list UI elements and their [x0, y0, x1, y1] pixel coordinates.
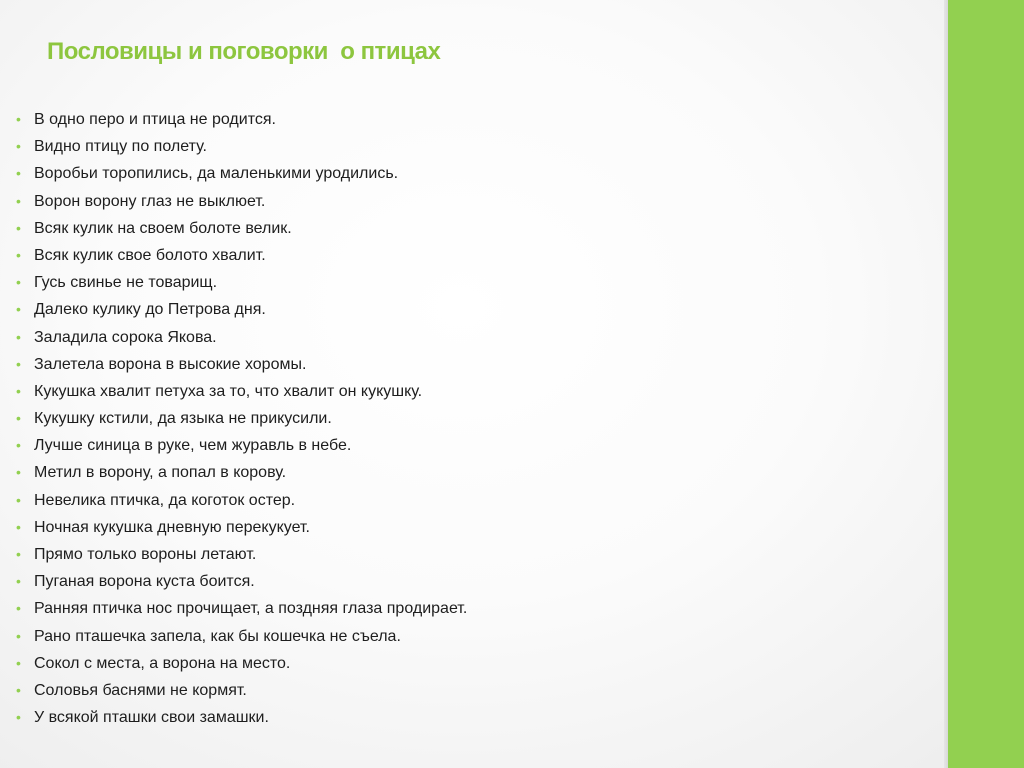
proverb-text: Лучше синица в руке, чем журавль в небе. [34, 437, 352, 455]
list-item [16, 677, 467, 704]
bullet-icon: • [16, 355, 21, 372]
proverb-text: Ночная кукушка дневную перекукует. [34, 518, 310, 536]
proverb-text: Всяк кулик на своем болоте велик. [34, 219, 292, 237]
list-item [16, 514, 467, 541]
bullet-icon: • [16, 274, 21, 291]
bullet-icon: • [16, 709, 21, 726]
proverb-text: Пуганая ворона куста боится. [34, 573, 255, 591]
bullet-icon: • [16, 573, 21, 590]
list-item [16, 378, 467, 405]
slide-title: Пословицы и поговорки о птицах [47, 38, 441, 65]
list-item [16, 160, 467, 187]
proverb-text: Соловья баснями не кормят. [34, 681, 247, 699]
list-item [16, 568, 467, 595]
bullet-icon: • [16, 437, 21, 454]
bullet-icon: • [16, 491, 21, 508]
list-item [16, 487, 467, 514]
list-item [16, 269, 467, 296]
proverb-text: У всякой пташки свои замашки. [34, 709, 269, 727]
bullet-icon: • [16, 138, 21, 155]
proverb-text: Кукушку кстили, да языка не прикусили. [34, 410, 332, 428]
proverb-list [16, 106, 467, 731]
list-item [16, 595, 467, 622]
list-item [16, 351, 467, 378]
bullet-icon: • [16, 546, 21, 562]
proverb-text: В одно перо и птица не родится. [34, 111, 276, 128]
bullet-icon: • [16, 219, 21, 236]
proverb-text: Воробьи торопились, да маленькими уродились. [34, 165, 399, 183]
list-item [16, 650, 467, 677]
proverb-text: Далеко кулику до Петрова дня. [34, 301, 266, 319]
proverb-text: Заладила сорока Якова. [34, 328, 217, 346]
proverb-text: Прямо только вороны летают. [34, 546, 257, 563]
bullet-icon: • [16, 600, 21, 617]
bullet-icon: • [16, 518, 21, 535]
list-item [16, 324, 467, 351]
list-item [16, 459, 467, 486]
proverb-text: Сокол с места, а ворона на место. [34, 654, 291, 672]
bullet-icon: • [16, 654, 21, 671]
bullet-icon: • [16, 328, 21, 345]
proverb-text: Кукушка хвалит петуха за то, что хвалит он кукушку. [34, 382, 423, 400]
bullet-icon: • [16, 464, 21, 481]
proverb-text: Всяк кулик свое болото хвалит. [34, 246, 266, 264]
proverb-text: Залетела ворона в высокие хоромы. [34, 355, 307, 373]
list-item [16, 623, 467, 650]
proverb-text: Гусь свинье не товарищ. [34, 274, 218, 292]
proverb-text: Невелика птичка, да коготок остер. [34, 491, 296, 509]
list-item [16, 106, 467, 133]
bullet-icon: • [16, 681, 21, 698]
bullet-icon: • [16, 627, 21, 644]
proverb-text: Видно птицу по полету. [34, 138, 207, 156]
proverb-text: Метил в ворону, а попал в корову. [34, 464, 287, 482]
list-item [16, 432, 467, 459]
list-item [16, 296, 467, 323]
bullet-icon: • [16, 246, 21, 263]
bullet-icon: • [16, 111, 21, 127]
list-item [16, 133, 467, 160]
proverb-text: Ранняя птичка нос прочищает, а поздняя глаза продирает. [34, 600, 468, 618]
list-item [16, 405, 467, 432]
bullet-icon: • [16, 301, 21, 318]
list-item [16, 541, 467, 568]
list-item [16, 215, 467, 242]
bullet-icon: • [16, 410, 21, 427]
proverb-text: Рано пташечка запела, как бы кошечка не съела. [34, 627, 401, 645]
bullet-icon: • [16, 382, 21, 399]
bullet-icon: • [16, 192, 21, 209]
list-item [16, 704, 467, 731]
bullet-icon: • [16, 165, 21, 182]
list-item [16, 242, 467, 269]
proverb-text: Ворон ворону глаз не выклюет. [34, 192, 266, 210]
list-item [16, 188, 467, 215]
accent-bar [948, 0, 1024, 768]
